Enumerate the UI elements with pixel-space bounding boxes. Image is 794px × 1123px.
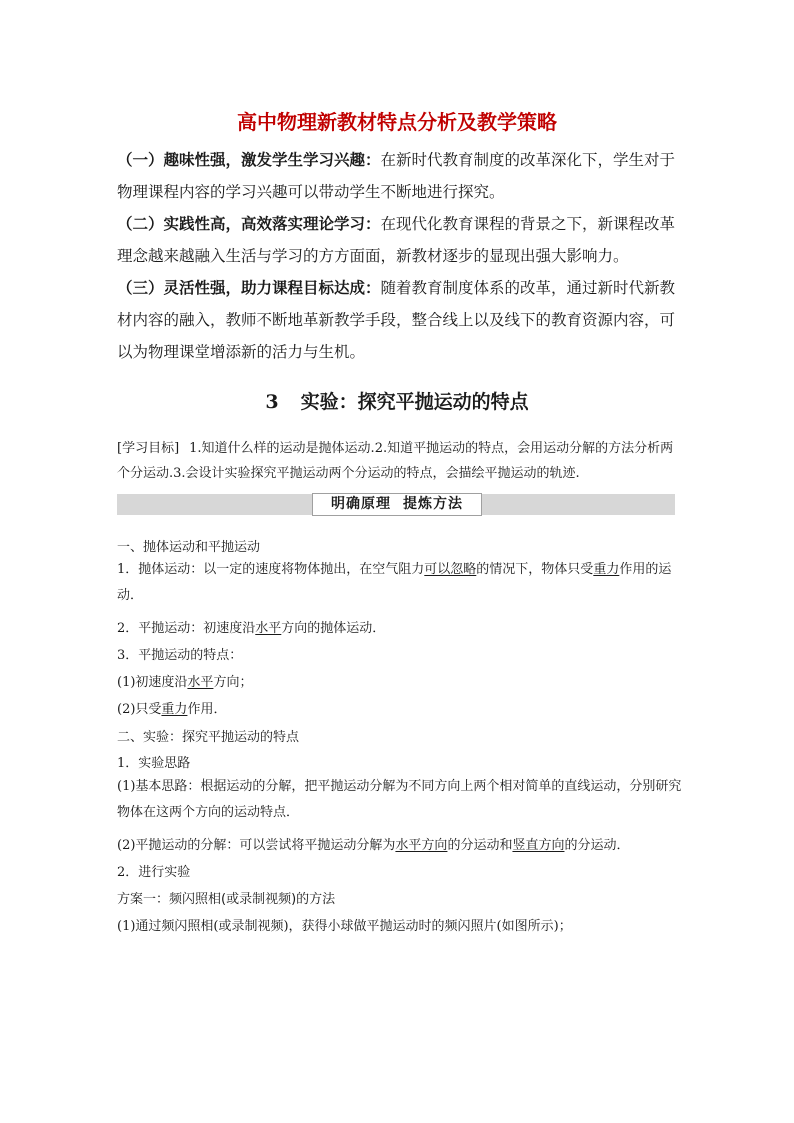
decomposition-text-b: 的分运动和 [447,838,513,853]
heading-projectile-motion: 一、抛体运动和平抛运动 [117,540,261,555]
intro-lead-2: （二）实践性高，高效落实理论学习： [117,215,381,233]
step-1-approach: 1．实验思路 [117,756,191,771]
point-1-underline-b: 重力 [593,562,620,577]
decomposition-underline-b: 竖直方向 [512,838,565,853]
section-banner-label [312,493,482,516]
point-3-characteristics: 3．平抛运动的特点： [117,648,243,663]
plan-1-heading: 方案一：频闪照相(或录制视频)的方法 [117,892,336,907]
point-2-horizontal-projectile [117,617,683,636]
decomposition-underline-a: 水平方向 [395,838,448,853]
section-title-text: 实验：探究平抛运动的特点 [300,391,529,413]
intro-text-2: 在现代化教育课程的背景之下，新课程改革理念越来越融入生活与学习的方方面面，新教材逐步的显现出强大影响力。 [117,215,676,265]
point-2-text-b: 方向的抛体运动． [281,621,386,636]
intro-lead-3: （三）灵活性强，助力课程目标达成： [117,279,381,297]
point-1-underline-a: 可以忽略 [424,562,477,577]
point-1-projectile [117,557,683,609]
point-1-text-b: 的情况下，物体只受 [476,562,594,577]
intro-paragraph-2 [117,208,683,272]
page-title: 高中物理新教材特点分析及教学策略 [237,110,557,134]
intro-paragraph-3 [117,272,683,368]
point-1-text-c: 作用的运动． [117,562,672,603]
section-number: 3 [265,391,279,413]
point-3-sub-1-text-a: (1)初速度沿 [117,675,188,690]
point-3-sub-2-text-a: (2)只受 [117,702,162,717]
learning-objectives [117,436,683,486]
step-1-basic-idea: (1)基本思路：根据运动的分解，把平抛运动分解为不同方向上两个相对简单的直线运动，分别研究物体在这两个方向的运动特点． [117,779,682,820]
step-1-decomposition [117,834,683,853]
decomposition-text-c: 的分运动． [564,838,630,853]
point-3-sub-1-text-b: 方向； [213,675,253,690]
decomposition-text-a: (2)平抛运动的分解：可以尝试将平抛运动分解为 [117,838,396,853]
point-3-sub-1 [117,671,683,690]
intro-text-1: 在新时代教育制度的改革深化下，学生对于物理课程内容的学习兴趣可以带动学生不断地进行探究。 [117,151,676,201]
point-3-sub-2-underline: 重力 [161,702,188,717]
banner-right-label: 提炼方法 [403,496,463,512]
objectives-text: 1.知道什么样的运动是抛体运动.2.知道平抛运动的特点，会用运动分解的方法分析两个分运动.3.会设计实验探究平抛运动两个分运动的特点，会描绘平抛运动的轨迹. [117,441,674,481]
section-title [0,387,794,414]
point-3-sub-2-text-b: 作用． [187,702,227,717]
point-1-text-a: 1．抛体运动：以一定的速度将物体抛出，在空气阻力 [117,562,425,577]
point-3-sub-1-underline: 水平 [187,675,214,690]
intro-lead-1: （一）趣味性强，激发学生学习兴趣： [117,151,381,169]
intro-text-3: 随着教育制度体系的改革，通过新时代新教材内容的融入，教师不断地革新教学手段，整合线上以及线下的教育资源内容，可以为物理课堂增添新的活力与生机。 [117,279,676,361]
objectives-tag: [学习目标] [117,441,180,456]
point-2-underline: 水平 [255,621,282,636]
point-2-text-a: 2．平抛运动：初速度沿 [117,621,256,636]
heading-experiment: 二、实验：探究平抛运动的特点 [117,730,300,745]
banner-left-label: 明确原理 [331,496,391,512]
plan-1-step-1: (1)通过频闪照相(或录制视频)，获得小球做平抛运动时的频闪照片(如图所示)； [117,919,572,934]
intro-paragraph-1 [117,144,683,208]
point-3-sub-2 [117,698,683,717]
step-2-conduct: 2．进行实验 [117,865,191,880]
